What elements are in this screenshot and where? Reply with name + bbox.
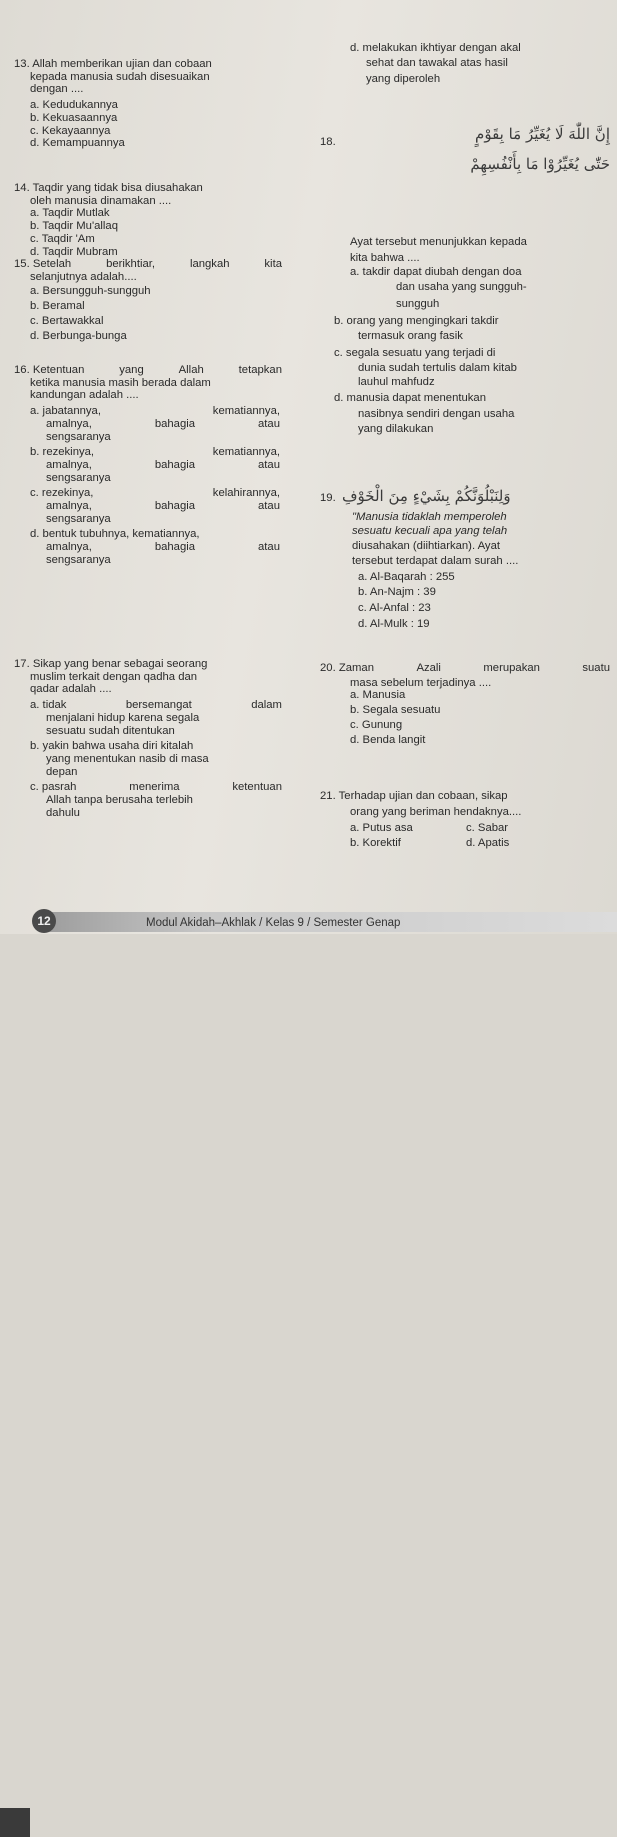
question-19 bbox=[320, 487, 612, 630]
q18-option-b bbox=[334, 314, 612, 343]
q20-word: 20. Zaman bbox=[320, 662, 375, 674]
q19-translation-line: "Manusia tidaklah memperoleh bbox=[352, 510, 507, 523]
q16-option-text: b. rezekinya, bbox=[30, 446, 95, 459]
q18-option-text: termasuk orang fasik bbox=[358, 330, 463, 343]
q17-option-text: menerima bbox=[129, 781, 180, 794]
question-14 bbox=[14, 182, 304, 258]
q16-option-text: amalnya, bbox=[46, 417, 92, 430]
q19-option-a: a. Al-Baqarah : 255 bbox=[358, 570, 455, 583]
q16-option-text: amalnya, bbox=[46, 541, 92, 554]
q18-option-text: c. segala sesuatu yang terjadi di bbox=[334, 346, 496, 359]
q17-option-text: dalam bbox=[251, 699, 282, 712]
q16-option-text: sengsaranya bbox=[46, 471, 111, 484]
q16-option-text: sengsaranya bbox=[46, 512, 111, 525]
q20-options bbox=[320, 689, 612, 746]
q21-options-row bbox=[320, 837, 612, 850]
q18-number: 18. bbox=[320, 136, 336, 148]
q16-option-text: amalnya, bbox=[46, 500, 92, 513]
q17-option-a bbox=[14, 699, 304, 737]
q20-option-b: b. Segala sesuatu bbox=[350, 704, 441, 717]
q15-word: berikhtiar, bbox=[106, 258, 156, 270]
q17-option-text: depan bbox=[46, 765, 78, 778]
q18-body bbox=[334, 236, 612, 436]
q19-arabic-verse: وَلِنَبْلُوَنَّكُمْ بِشَيْءٍ مِنَ الْخَوْفِ bbox=[342, 487, 511, 505]
q13-option-d: d. melakukan ikhtiyar dengan akal bbox=[350, 42, 521, 54]
q13-line: kepada manusia sudah disesuaikan bbox=[30, 70, 210, 83]
q15-option-c: c. Bertawakkal bbox=[30, 314, 104, 327]
q16-option-c bbox=[14, 487, 282, 525]
q19-number: 19. bbox=[320, 492, 336, 504]
q15-word: 15. Setelah bbox=[14, 258, 72, 270]
q18-option-c bbox=[334, 346, 612, 389]
q15-option-a: a. Bersungguh-sungguh bbox=[30, 285, 151, 298]
q16-option-text: c. rezekinya, bbox=[30, 487, 94, 500]
q21-option-a: a. Putus asa bbox=[350, 822, 413, 835]
q18-option-text: dunia sudah tertulis dalam kitab bbox=[358, 361, 517, 374]
q16-option-text: sengsaranya bbox=[46, 430, 111, 443]
q14-option-c: c. Taqdir 'Am bbox=[30, 232, 95, 245]
q17-option-text: yang menentukan nasib di masa bbox=[46, 752, 209, 765]
q14-option-b: b. Taqdir Mu'allaq bbox=[30, 220, 118, 233]
q20-option-a: a. Manusia bbox=[350, 689, 406, 702]
q17-option-b bbox=[14, 740, 304, 778]
q18-option-text: a. takdir dapat diubah dengan doa bbox=[350, 266, 522, 279]
q13-option-a: a. Kedudukannya bbox=[30, 99, 118, 112]
q14-line: 14. Taqdir yang tidak bisa diusahakan bbox=[14, 182, 203, 194]
q13-option-d-continued bbox=[350, 42, 610, 86]
question-17 bbox=[14, 658, 304, 819]
q16-line bbox=[14, 364, 282, 377]
q14-option-a: a. Taqdir Mutlak bbox=[30, 207, 110, 220]
q17-option-text: a. tidak bbox=[30, 699, 67, 712]
q16-word: tetapkan bbox=[238, 364, 282, 376]
q21-line: 21. Terhadap ujian dan cobaan, sikap bbox=[320, 790, 508, 802]
question-16 bbox=[14, 364, 282, 567]
q17-option-text: dahulu bbox=[46, 806, 80, 819]
q20-word: Azali bbox=[416, 662, 441, 674]
corner-shade bbox=[0, 1808, 30, 1837]
q19-translation bbox=[320, 511, 612, 568]
q17-option-text: menjalani hidup karena segala bbox=[46, 711, 200, 724]
q18-option-text: lauhul mahfudz bbox=[358, 376, 435, 389]
q18-intro: Ayat tersebut menunjukkan kepada bbox=[350, 236, 527, 248]
q17-option-c bbox=[14, 781, 304, 819]
q17-line: qadar adalah .... bbox=[30, 683, 112, 696]
q18-option-text: d. manusia dapat menentukan bbox=[334, 392, 486, 405]
question-13 bbox=[14, 58, 304, 150]
q16-option-text: d. bentuk tubuhnya, kematiannya, bbox=[30, 528, 200, 541]
q20-word: suatu bbox=[582, 662, 610, 674]
q16-option-text: bahagia bbox=[154, 500, 196, 513]
q20-line bbox=[320, 662, 610, 675]
q17-option-text: bersemangat bbox=[125, 699, 192, 712]
q21-option-b: b. Korektif bbox=[350, 837, 401, 850]
q16-option-a bbox=[14, 405, 282, 443]
q13-option-d-line: sehat dan tawakal atas hasil bbox=[366, 56, 508, 69]
q13-option-d-line: yang diperoleh bbox=[366, 73, 441, 86]
q20-option-d: d. Benda langit bbox=[350, 733, 426, 746]
footer-title: Modul Akidah–Akhlak / Kelas 9 / Semester Genap bbox=[146, 917, 401, 929]
q15-option-b: b. Beramal bbox=[30, 300, 85, 313]
q13-line: 13. Allah memberikan ujian dan cobaan bbox=[14, 58, 212, 70]
q17-option-text: sesuatu sudah ditentukan bbox=[46, 724, 175, 737]
q19-translation-line: sesuatu kecuali apa yang telah bbox=[352, 525, 508, 538]
q19-translation-line: tersebut terdapat dalam surah .... bbox=[352, 554, 519, 567]
q18-option-text: nasibnya sendiri dengan usaha bbox=[358, 407, 515, 420]
q16-option-text: bahagia bbox=[154, 417, 196, 430]
q16-option-text: atau bbox=[258, 541, 280, 554]
q16-option-text: bahagia bbox=[154, 541, 196, 554]
q18-option-text: dan usaha yang sungguh- bbox=[396, 281, 527, 294]
q18-option-a bbox=[350, 266, 612, 310]
q17-line: 17. Sikap yang benar sebagai seorang bbox=[14, 658, 208, 670]
q16-option-text: kelahirannya, bbox=[212, 487, 280, 500]
question-20 bbox=[320, 662, 612, 746]
q16-option-text: sengsaranya bbox=[46, 553, 111, 566]
q20-line: masa sebelum terjadinya .... bbox=[350, 676, 492, 689]
q18-option-text: yang dilakukan bbox=[358, 423, 434, 436]
q16-word: 16. Ketentuan bbox=[14, 364, 85, 376]
q18-arabic-verse-line: إِنَّ اللّٰهَ لَا يُغَيِّرُ مَا بِقَوْمٍ bbox=[475, 125, 610, 143]
q17-option-text: b. yakin bahwa usaha diri kitalah bbox=[30, 740, 194, 753]
q16-word: Allah bbox=[178, 364, 204, 376]
q18-option-text: b. orang yang mengingkari takdir bbox=[334, 314, 499, 327]
q18-option-text: sungguh bbox=[396, 297, 440, 310]
q21-line: orang yang beriman hendaknya.... bbox=[350, 805, 522, 818]
q16-option-text: kematiannya, bbox=[212, 405, 280, 418]
q21-option-d: d. Apatis bbox=[466, 837, 510, 850]
q14-option-d: d. Taqdir Mubram bbox=[30, 245, 118, 258]
q13-option-d: d. Kemampuannya bbox=[30, 137, 125, 150]
q19-option-c: c. Al-Anfal : 23 bbox=[358, 601, 431, 614]
q15-option-d: d. Berbunga-bunga bbox=[30, 329, 127, 342]
q16-option-text: atau bbox=[258, 458, 280, 471]
q17-option-text: c. pasrah bbox=[30, 781, 77, 794]
q16-line: ketika manusia masih berada dalam bbox=[30, 376, 211, 389]
q21-options-row bbox=[320, 822, 612, 835]
q18-arabic-verse-line: حَتّٰى يُغَيِّرُوْا مَا بِأَنْفُسِهِمْ bbox=[470, 155, 610, 173]
q20-word: merupakan bbox=[483, 662, 540, 674]
q16-line: kandungan adalah .... bbox=[30, 389, 139, 402]
q15-word: langkah bbox=[189, 258, 230, 270]
q16-option-text: atau bbox=[258, 417, 280, 430]
q15-word: kita bbox=[264, 258, 282, 270]
q18-option-d bbox=[334, 392, 612, 436]
q17-option-text: ketentuan bbox=[232, 781, 282, 794]
q16-option-b bbox=[14, 446, 282, 484]
q16-option-text: atau bbox=[258, 500, 280, 513]
q16-option-text: amalnya, bbox=[46, 458, 92, 471]
q16-option-text: kematiannya, bbox=[212, 446, 280, 459]
q20-option-c: c. Gunung bbox=[350, 718, 403, 731]
q15-line: selanjutnya adalah.... bbox=[30, 270, 137, 283]
page-number-badge bbox=[32, 909, 56, 933]
q15-line bbox=[14, 258, 282, 271]
q16-option-d bbox=[14, 528, 282, 566]
page-number: 12 bbox=[37, 914, 51, 928]
q18-intro: kita bahwa .... bbox=[350, 251, 420, 264]
q13-option-b: b. Kekuasaannya bbox=[30, 111, 118, 124]
question-21 bbox=[320, 790, 612, 850]
q17-option-text: Allah tanpa berusaha terlebih bbox=[46, 794, 193, 807]
q17-line: muslim terkait dengan qadha dan bbox=[30, 670, 198, 683]
q21-option-c: c. Sabar bbox=[466, 822, 509, 835]
q14-line: oleh manusia dinamakan .... bbox=[30, 194, 172, 207]
q19-option-b: b. An-Najm : 39 bbox=[358, 586, 436, 599]
q13-option-c: c. Kekayaannya bbox=[30, 124, 111, 137]
q19-translation-line: diusahakan (diihtiarkan). Ayat bbox=[352, 540, 500, 553]
question-15 bbox=[14, 258, 282, 342]
q19-options bbox=[320, 571, 612, 631]
q16-option-text: a. jabatannya, bbox=[30, 405, 101, 418]
q13-line: dengan .... bbox=[30, 83, 84, 96]
q19-option-d: d. Al-Mulk : 19 bbox=[358, 617, 430, 630]
page-footer bbox=[0, 903, 617, 934]
q16-option-text: bahagia bbox=[154, 458, 196, 471]
q16-word: yang bbox=[119, 364, 144, 376]
